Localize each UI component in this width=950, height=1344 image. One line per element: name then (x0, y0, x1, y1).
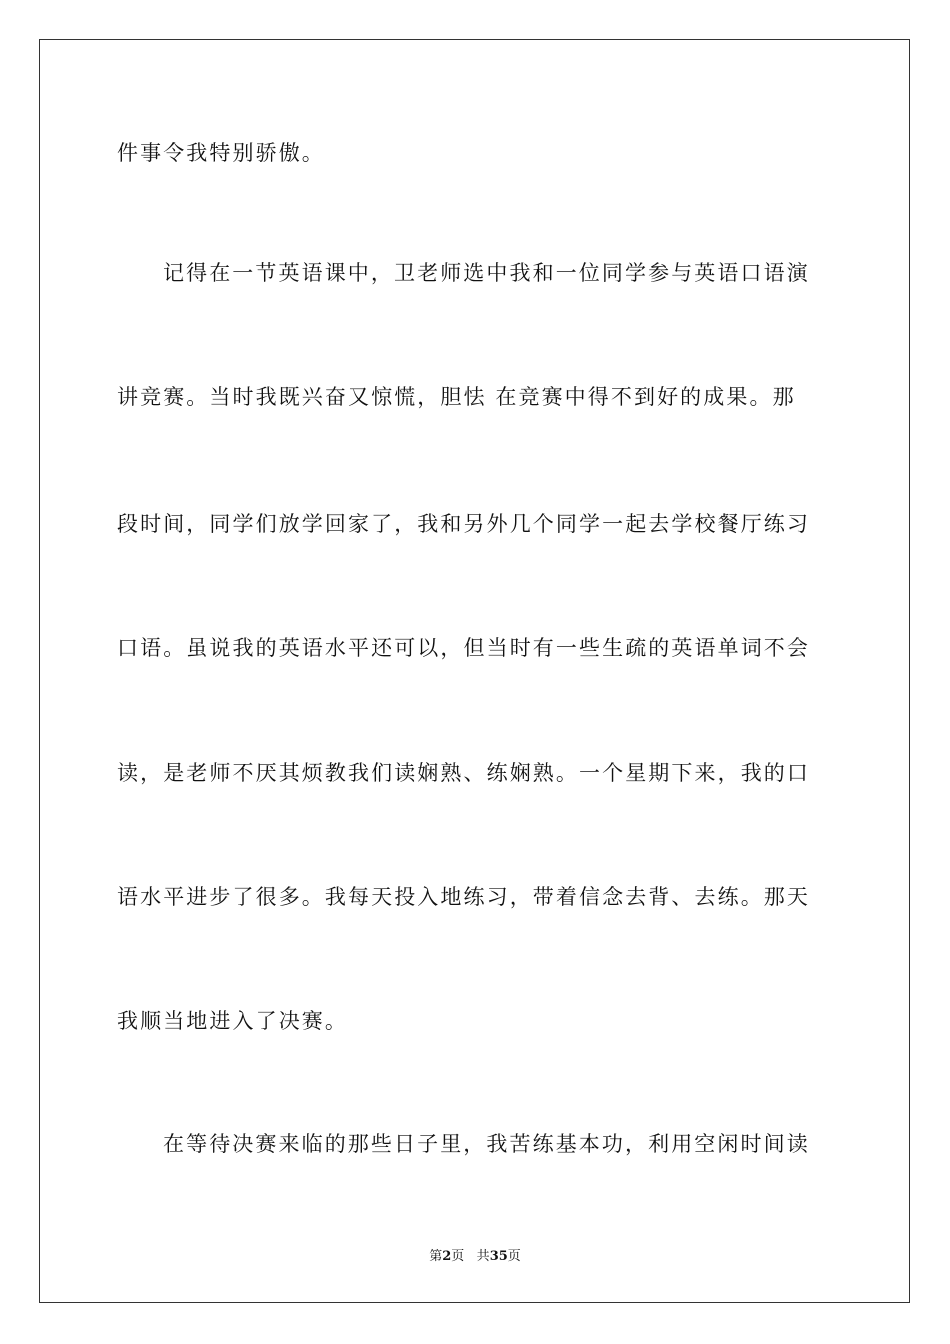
text-line-1: 件事令我特别骄傲。 (117, 141, 325, 165)
page-prefix: 第 (429, 1249, 443, 1264)
text-line-4: 段时间，同学们放学回家了，我和另外几个同学一起去学校餐厅练习 (117, 512, 810, 536)
page-frame (39, 39, 910, 1303)
total-pages: 35 (489, 1249, 508, 1264)
text-line-8: 我顺当地进入了决赛。 (117, 1009, 348, 1033)
page-number: 2 (442, 1249, 452, 1264)
text-line-5: 口语。虽说我的英语水平还可以，但当时有一些生疏的英语单词不会 (117, 636, 810, 660)
text-line-9: 在等待决赛来临的那些日子里，我苦练基本功，利用空闲时间读 (163, 1132, 810, 1156)
text-line-2: 记得在一节英语课中，卫老师选中我和一位同学参与英语口语演 (163, 261, 810, 285)
total-prefix: 共 (476, 1249, 490, 1264)
text-line-7: 语水平进步了很多。我每天投入地练习，带着信念去背、去练。那天 (117, 885, 810, 909)
total-suffix: 页 (507, 1249, 521, 1264)
page-suffix: 页 (451, 1249, 465, 1264)
text-line-6: 读，是老师不厌其烦教我们读娴熟、练娴熟。一个星期下来，我的口 (117, 761, 810, 785)
page-footer (0, 1248, 950, 1266)
text-line-3: 讲竞赛。当时我既兴奋又惊慌，胆怯 在竞赛中得不到好的成果。那 (117, 385, 796, 409)
